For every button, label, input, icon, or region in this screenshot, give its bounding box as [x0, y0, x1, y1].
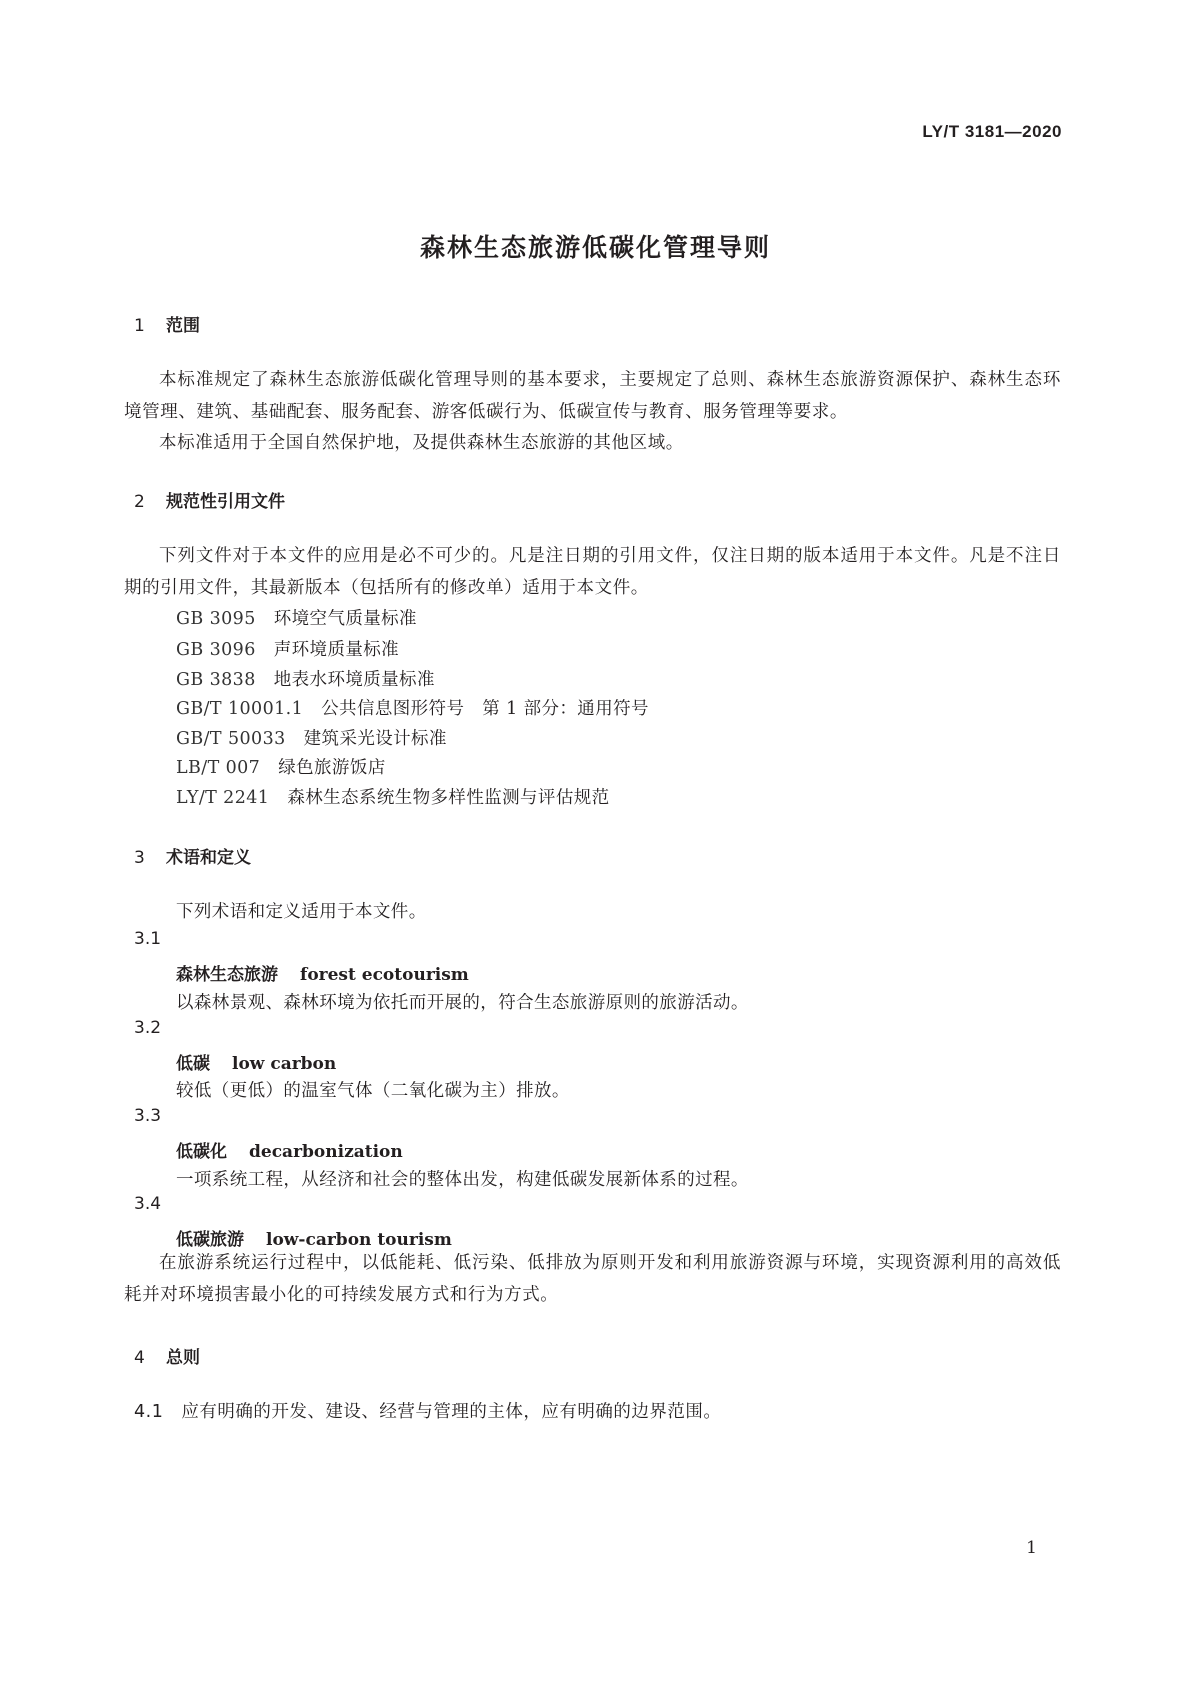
term-number: 3.3 — [134, 1106, 162, 1126]
term-name — [176, 1225, 452, 1250]
section-number: 1 — [134, 316, 145, 336]
reference-item — [176, 695, 649, 720]
terms-intro: 下列术语和定义适用于本文件。 — [176, 902, 427, 922]
document-code: LY/T 3181—2020 — [922, 122, 1062, 141]
reference-item — [176, 666, 435, 691]
term-name-en: forest ecotourism — [300, 965, 469, 985]
section-number: 2 — [134, 492, 145, 512]
term-name — [176, 1049, 336, 1074]
paragraph: 下列文件对于本文件的应用是必不可少的。凡是注日期的引用文件，仅注日期的版本适用于本文件。凡是不注日期的引用文件，其最新版本（包括所有的修改单）适用于本文件。 — [124, 546, 1061, 598]
section-number: 3 — [134, 848, 145, 868]
reference-item — [176, 784, 610, 809]
section-heading-2 — [134, 487, 285, 512]
reference-item — [176, 725, 447, 750]
term-definition: 以森林景观、森林环境为依托而开展的，符合生态旅游原则的旅游活动。 — [176, 993, 749, 1013]
clause — [134, 1398, 721, 1423]
term-definition: 一项系统工程，从经济和社会的整体出发，构建低碳发展新体系的过程。 — [176, 1170, 749, 1190]
reference-code: GB 3096 — [176, 640, 256, 660]
term-number: 3.4 — [134, 1194, 162, 1214]
term-name-cn: 低碳旅游 — [176, 1230, 244, 1250]
term-name-cn: 低碳 — [176, 1054, 210, 1074]
section-title: 规范性引用文件 — [166, 492, 285, 512]
reference-title: 地表水环境质量标准 — [273, 670, 435, 690]
reference-item — [176, 605, 417, 630]
reference-code: LY/T 2241 — [176, 788, 270, 808]
paragraph: 本标准适用于全国自然保护地，及提供森林生态旅游的其他区域。 — [159, 433, 684, 453]
term-name-en: low carbon — [232, 1054, 337, 1074]
reference-code: LB/T 007 — [176, 758, 261, 778]
reference-code: GB/T 50033 — [176, 729, 286, 749]
reference-title: 声环境质量标准 — [273, 640, 400, 660]
reference-title: 环境空气质量标准 — [273, 609, 417, 629]
term-definition: 较低（更低）的温室气体（二氧化碳为主）排放。 — [176, 1081, 570, 1101]
section-number: 4 — [134, 1348, 145, 1368]
section-title: 范围 — [166, 316, 200, 336]
term-number: 3.2 — [134, 1018, 162, 1038]
term-name-en: low-carbon tourism — [266, 1230, 452, 1250]
reference-title: 公共信息图形符号 第 1 部分：通用符号 — [321, 699, 649, 719]
page-number: 1 — [1026, 1538, 1037, 1558]
section-heading-4 — [134, 1343, 200, 1368]
term-name-cn: 森林生态旅游 — [176, 965, 278, 985]
section-title: 总则 — [166, 1348, 200, 1368]
reference-code: GB 3838 — [176, 670, 256, 690]
clause-number: 4.1 — [134, 1402, 164, 1422]
term-name-cn: 低碳化 — [176, 1142, 227, 1162]
reference-code: GB 3095 — [176, 609, 256, 629]
term-name-en: decarbonization — [249, 1142, 403, 1162]
reference-item — [176, 754, 386, 779]
reference-code: GB/T 10001.1 — [176, 699, 304, 719]
term-number: 3.1 — [134, 929, 162, 949]
reference-title: 建筑采光设计标准 — [303, 729, 447, 749]
section-heading-3 — [134, 843, 251, 868]
term-name — [176, 960, 469, 985]
clause-text: 应有明确的开发、建设、经营与管理的主体，应有明确的边界范围。 — [181, 1402, 722, 1422]
reference-item — [176, 636, 399, 661]
section-heading-1 — [134, 311, 200, 336]
paragraph: 本标准规定了森林生态旅游低碳化管理导则的基本要求，主要规定了总则、森林生态旅游资源保护、森林生态环境管理、建筑、基础配套、服务配套、游客低碳行为、低碳宣传与教育、服务管理等要求。 — [124, 370, 1061, 422]
reference-title: 绿色旅游饭店 — [278, 758, 386, 778]
section-title: 术语和定义 — [166, 848, 251, 868]
reference-title: 森林生态系统生物多样性监测与评估规范 — [287, 788, 610, 808]
term-name — [176, 1137, 403, 1162]
term-definition: 在旅游系统运行过程中，以低能耗、低污染、低排放为原则开发和利用旅游资源与环境，实现资源利用的高效低耗并对环境损害最小化的可持续发展方式和行为方式。 — [124, 1253, 1061, 1305]
page-title: 森林生态旅游低碳化管理导则 — [419, 233, 771, 262]
